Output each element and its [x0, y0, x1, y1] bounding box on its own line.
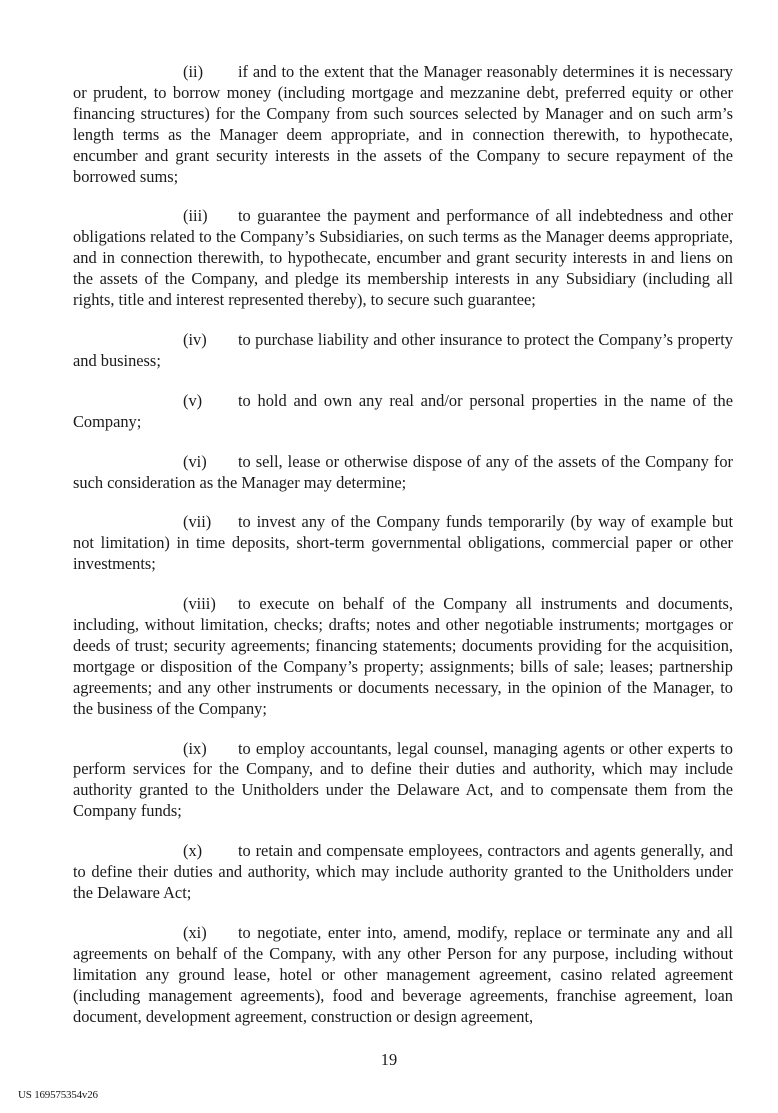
clause-ii [73, 62, 733, 187]
clause-ix [73, 739, 733, 823]
clause-text: to execute on behalf of the Company all instruments and documents, including, without limitation, checks; drafts; notes and other negotiable instruments; mortgages or deeds of trust; security agreements; financing statements; documents providing for the acquisition, mortgage or disposition of the Company’s property; assignments; bills of sale; leases; partnership agreements; and any other instruments or documents necessary, in the opinion of the Manager, to the business of the Company; [73, 594, 733, 718]
clause-iv [73, 330, 733, 372]
clause-number: (iv) [183, 329, 207, 349]
clause-text: to negotiate, enter into, amend, modify, replace or terminate any and all agreements on behalf of the Company, with any other Person for any purpose, including without limitation any ground lease, hotel or other management agreement, casino related agreement (including management agreements), food and beverage agreements, franchise agreement, loan document, development agreement, construction or design agreement, [73, 922, 733, 1026]
clause-vii [73, 512, 733, 575]
clause-text: to sell, lease or otherwise dispose of any of the assets of the Company for such consideration as the Manager may determine; [73, 451, 733, 492]
clause-number: (xi) [183, 922, 207, 942]
clause-number: (vii) [183, 512, 212, 532]
clause-number: (viii) [183, 594, 216, 614]
document-id: US 169575354v26 [18, 1089, 98, 1101]
clause-v [73, 391, 733, 433]
document-body [73, 62, 733, 1046]
clause-text: if and to the extent that the Manager reasonably determines it is necessary or prudent, to borrow money (including mortgage and mezzanine debt, preferred equity or other financing structures) for the Company from such sources selected by Manager and on such arm’s length terms as the Manager deem appropriate, and in connection therewith, to hypothecate, encumber and grant security interests in the assets of the Company to secure repayment of the borrowed sums; [73, 62, 733, 186]
clause-text: to purchase liability and other insurance to protect the Company’s property and business; [73, 329, 733, 370]
clause-text: to guarantee the payment and performance of all indebtedness and other obligations related to the Company’s Subsidiaries, on such terms as the Manager deems appropriate, and in connection therewith, to hypothecate, encumber and grant security interests in and liens on the assets of the Company, and pledge its membership interests in any Subsidiary (including all rights, title and interest represented thereby), to secure such guarantee; [73, 206, 733, 310]
clause-number: (vi) [183, 451, 207, 471]
clause-number: (ix) [183, 738, 207, 758]
clause-vi [73, 452, 733, 494]
page-number: 19 [380, 1050, 398, 1069]
clause-text: to hold and own any real and/or personal properties in the name of the Company; [73, 390, 733, 431]
clause-number: (ii) [183, 62, 204, 81]
clause-number: (x) [183, 841, 203, 861]
clause-text: to invest any of the Company funds temporarily (by way of example but not limitation) in time deposits, short-term governmental obligations, commercial paper or other investments; [73, 512, 733, 574]
clause-text: to retain and compensate employees, contractors and agents generally, and to define their duties and authority, which may include authority granted to the Unitholders under the Delaware Act; [73, 841, 733, 902]
clause-viii [73, 594, 733, 719]
clause-number: (iii) [183, 206, 208, 226]
clause-iii [73, 206, 733, 311]
clause-xi [73, 923, 733, 1028]
clause-number: (v) [183, 390, 203, 410]
clause-text: to employ accountants, legal counsel, managing agents or other experts to perform services for the Company, and to define their duties and authority, which may include authority granted to the Unitholders under the Delaware Act, and to compensate them from the Company funds; [73, 738, 733, 821]
clause-x [73, 841, 733, 904]
